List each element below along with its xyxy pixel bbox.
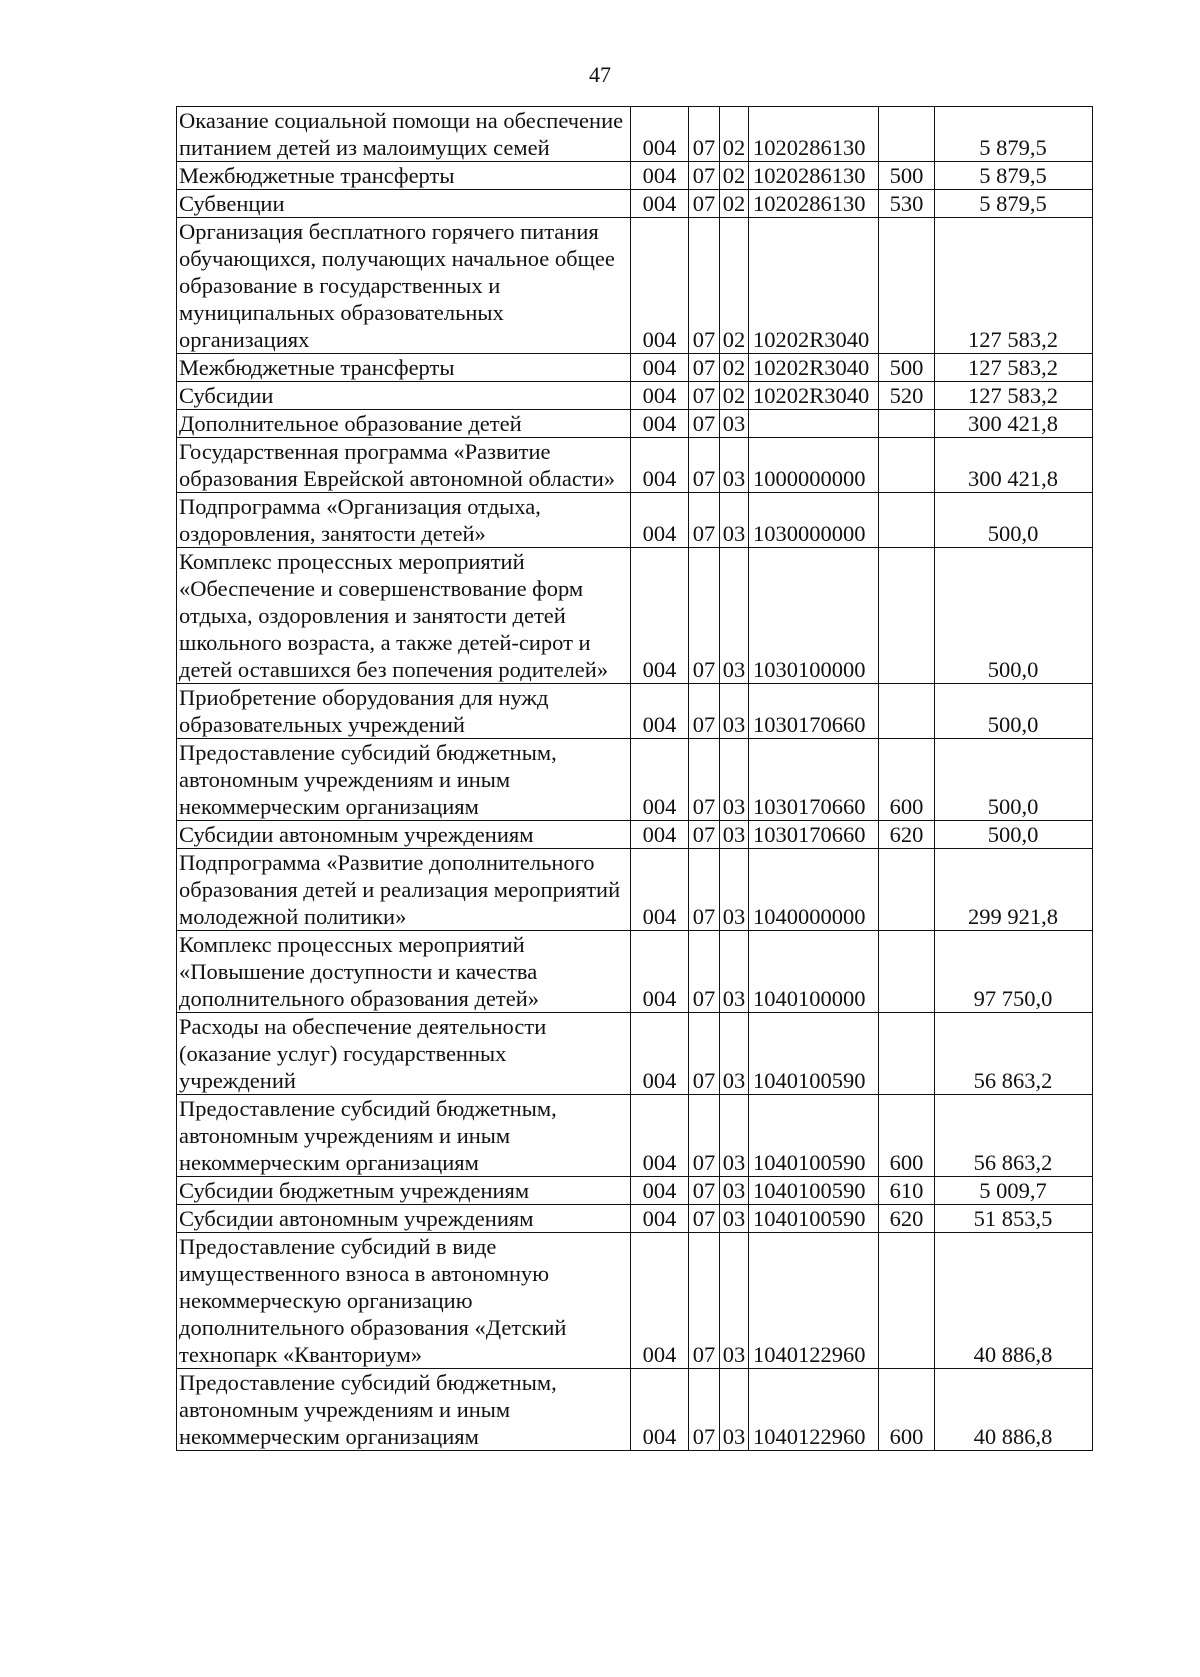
row-ministry-code-cell: 004 — [631, 1177, 689, 1205]
row-subsection-code-cell: 03 — [720, 438, 749, 493]
row-name-cell: Субсидии автономным учреждениям — [177, 1205, 631, 1233]
table-row — [177, 548, 1093, 684]
row-expense-type-cell — [879, 107, 935, 162]
table-row — [177, 1233, 1093, 1369]
row-expense-type-cell — [879, 410, 935, 438]
row-expense-type-cell — [879, 684, 935, 739]
row-target-article-cell: 1040100590 — [749, 1095, 879, 1177]
row-amount-cell: 127 583,2 — [935, 382, 1093, 410]
row-ministry-code-cell: 004 — [631, 739, 689, 821]
row-subsection-code-cell: 03 — [720, 1177, 749, 1205]
row-target-article-cell: 1040000000 — [749, 849, 879, 931]
row-expense-type-cell: 600 — [879, 1369, 935, 1451]
table-row — [177, 849, 1093, 931]
row-amount-cell: 127 583,2 — [935, 354, 1093, 382]
row-ministry-code-cell: 004 — [631, 548, 689, 684]
row-amount-cell: 500,0 — [935, 739, 1093, 821]
row-expense-type-cell — [879, 1013, 935, 1095]
row-section-code-cell: 07 — [689, 1205, 720, 1233]
row-section-code-cell: 07 — [689, 107, 720, 162]
row-name-cell: Межбюджетные трансферты — [177, 162, 631, 190]
row-expense-type-cell: 500 — [879, 354, 935, 382]
row-target-article-cell: 1030100000 — [749, 548, 879, 684]
table-row — [177, 493, 1093, 548]
row-ministry-code-cell: 004 — [631, 354, 689, 382]
row-subsection-code-cell: 03 — [720, 548, 749, 684]
row-target-article-cell: 1030170660 — [749, 684, 879, 739]
row-section-code-cell: 07 — [689, 739, 720, 821]
row-ministry-code-cell: 004 — [631, 438, 689, 493]
row-ministry-code-cell: 004 — [631, 1233, 689, 1369]
table-row — [177, 739, 1093, 821]
row-expense-type-cell: 530 — [879, 190, 935, 218]
row-amount-cell: 5 879,5 — [935, 162, 1093, 190]
row-target-article-cell: 1030000000 — [749, 493, 879, 548]
row-name-cell: Предоставление субсидий бюджетным, автономным учреждениям и иным некоммерческим организациям — [177, 1095, 631, 1177]
row-ministry-code-cell: 004 — [631, 1013, 689, 1095]
table-row — [177, 354, 1093, 382]
row-amount-cell: 127 583,2 — [935, 218, 1093, 354]
row-target-article-cell — [749, 410, 879, 438]
row-target-article-cell: 1040122960 — [749, 1369, 879, 1451]
row-expense-type-cell — [879, 493, 935, 548]
row-section-code-cell: 07 — [689, 931, 720, 1013]
row-expense-type-cell — [879, 1233, 935, 1369]
row-target-article-cell: 1030170660 — [749, 821, 879, 849]
row-expense-type-cell — [879, 548, 935, 684]
row-name-cell: Организация бесплатного горячего питания обучающихся, получающих начальное общее образование в государственных и муниципальных образовательных организациях — [177, 218, 631, 354]
table-row — [177, 821, 1093, 849]
row-expense-type-cell — [879, 218, 935, 354]
row-subsection-code-cell: 03 — [720, 849, 749, 931]
table-row — [177, 1095, 1093, 1177]
row-amount-cell: 40 886,8 — [935, 1233, 1093, 1369]
row-amount-cell: 56 863,2 — [935, 1095, 1093, 1177]
row-expense-type-cell: 620 — [879, 1205, 935, 1233]
row-section-code-cell: 07 — [689, 1369, 720, 1451]
row-target-article-cell: 1040122960 — [749, 1233, 879, 1369]
row-section-code-cell: 07 — [689, 410, 720, 438]
row-target-article-cell: 1040100000 — [749, 931, 879, 1013]
row-amount-cell: 500,0 — [935, 493, 1093, 548]
row-amount-cell: 5 879,5 — [935, 107, 1093, 162]
row-section-code-cell: 07 — [689, 1095, 720, 1177]
row-subsection-code-cell: 03 — [720, 410, 749, 438]
row-name-cell: Субсидии бюджетным учреждениям — [177, 1177, 631, 1205]
row-subsection-code-cell: 02 — [720, 382, 749, 410]
row-section-code-cell: 07 — [689, 354, 720, 382]
row-ministry-code-cell: 004 — [631, 218, 689, 354]
row-subsection-code-cell: 02 — [720, 218, 749, 354]
budget-table-body — [177, 107, 1093, 1451]
row-name-cell: Подпрограмма «Организация отдыха, оздоровления, занятости детей» — [177, 493, 631, 548]
row-subsection-code-cell: 03 — [720, 1233, 749, 1369]
row-expense-type-cell: 620 — [879, 821, 935, 849]
row-section-code-cell: 07 — [689, 821, 720, 849]
row-subsection-code-cell: 02 — [720, 162, 749, 190]
row-subsection-code-cell: 02 — [720, 107, 749, 162]
row-name-cell: Дополнительное образование детей — [177, 410, 631, 438]
table-row — [177, 218, 1093, 354]
row-section-code-cell: 07 — [689, 1233, 720, 1369]
table-row — [177, 410, 1093, 438]
row-ministry-code-cell: 004 — [631, 190, 689, 218]
row-ministry-code-cell: 004 — [631, 410, 689, 438]
row-target-article-cell: 1040100590 — [749, 1205, 879, 1233]
table-row — [177, 1177, 1093, 1205]
row-expense-type-cell: 600 — [879, 739, 935, 821]
row-name-cell: Подпрограмма «Развитие дополнительного образования детей и реализация мероприятий молодежной политики» — [177, 849, 631, 931]
row-name-cell: Субсидии автономным учреждениям — [177, 821, 631, 849]
row-expense-type-cell — [879, 849, 935, 931]
row-name-cell: Комплекс процессных мероприятий «Обеспечение и совершенствование форм отдыха, оздоровления и занятости детей школьного возраста, а также детей-сирот и детей оставшихся без попечения родителей» — [177, 548, 631, 684]
table-row — [177, 931, 1093, 1013]
row-subsection-code-cell: 03 — [720, 1205, 749, 1233]
table-row — [177, 1013, 1093, 1095]
table-row — [177, 162, 1093, 190]
row-subsection-code-cell: 02 — [720, 190, 749, 218]
row-expense-type-cell — [879, 931, 935, 1013]
row-section-code-cell: 07 — [689, 849, 720, 931]
row-ministry-code-cell: 004 — [631, 382, 689, 410]
row-amount-cell: 300 421,8 — [935, 438, 1093, 493]
row-amount-cell: 5 879,5 — [935, 190, 1093, 218]
row-section-code-cell: 07 — [689, 493, 720, 548]
row-target-article-cell: 1000000000 — [749, 438, 879, 493]
row-amount-cell: 51 853,5 — [935, 1205, 1093, 1233]
row-name-cell: Субсидии — [177, 382, 631, 410]
row-section-code-cell: 07 — [689, 190, 720, 218]
row-name-cell: Субвенции — [177, 190, 631, 218]
budget-table — [176, 106, 1093, 1451]
row-amount-cell: 40 886,8 — [935, 1369, 1093, 1451]
row-subsection-code-cell: 03 — [720, 1013, 749, 1095]
row-target-article-cell: 1020286130 — [749, 107, 879, 162]
row-target-article-cell: 1040100590 — [749, 1013, 879, 1095]
row-subsection-code-cell: 03 — [720, 1095, 749, 1177]
row-target-article-cell: 1020286130 — [749, 162, 879, 190]
table-row — [177, 684, 1093, 739]
row-ministry-code-cell: 004 — [631, 1369, 689, 1451]
row-ministry-code-cell: 004 — [631, 821, 689, 849]
row-name-cell: Межбюджетные трансферты — [177, 354, 631, 382]
row-amount-cell: 300 421,8 — [935, 410, 1093, 438]
row-amount-cell: 97 750,0 — [935, 931, 1093, 1013]
row-target-article-cell: 1040100590 — [749, 1177, 879, 1205]
row-section-code-cell: 07 — [689, 218, 720, 354]
row-subsection-code-cell: 03 — [720, 684, 749, 739]
row-expense-type-cell: 500 — [879, 162, 935, 190]
row-section-code-cell: 07 — [689, 1177, 720, 1205]
row-name-cell: Расходы на обеспечение деятельности (оказание услуг) государственных учреждений — [177, 1013, 631, 1095]
row-expense-type-cell: 520 — [879, 382, 935, 410]
row-name-cell: Приобретение оборудования для нужд образовательных учреждений — [177, 684, 631, 739]
row-name-cell: Предоставление субсидий бюджетным, автономным учреждениям и иным некоммерческим организациям — [177, 739, 631, 821]
row-subsection-code-cell: 02 — [720, 354, 749, 382]
row-name-cell: Государственная программа «Развитие образования Еврейской автономной области» — [177, 438, 631, 493]
row-section-code-cell: 07 — [689, 382, 720, 410]
row-ministry-code-cell: 004 — [631, 1095, 689, 1177]
row-subsection-code-cell: 03 — [720, 493, 749, 548]
table-row — [177, 438, 1093, 493]
table-row — [177, 107, 1093, 162]
row-subsection-code-cell: 03 — [720, 1369, 749, 1451]
row-expense-type-cell — [879, 438, 935, 493]
row-target-article-cell: 10202R3040 — [749, 218, 879, 354]
row-amount-cell: 5 009,7 — [935, 1177, 1093, 1205]
row-section-code-cell: 07 — [689, 684, 720, 739]
table-row — [177, 1205, 1093, 1233]
row-amount-cell: 299 921,8 — [935, 849, 1093, 931]
row-target-article-cell: 10202R3040 — [749, 382, 879, 410]
row-ministry-code-cell: 004 — [631, 162, 689, 190]
row-target-article-cell: 1020286130 — [749, 190, 879, 218]
row-section-code-cell: 07 — [689, 1013, 720, 1095]
row-name-cell: Предоставление субсидий в виде имущественного взноса в автономную некоммерческую организацию дополнительного образования «Детский технопарк «Кванториум» — [177, 1233, 631, 1369]
table-row — [177, 382, 1093, 410]
page-number: 47 — [589, 62, 611, 87]
row-section-code-cell: 07 — [689, 548, 720, 684]
row-ministry-code-cell: 004 — [631, 684, 689, 739]
row-name-cell: Комплекс процессных мероприятий «Повышение доступности и качества дополнительного образования детей» — [177, 931, 631, 1013]
row-ministry-code-cell: 004 — [631, 849, 689, 931]
row-target-article-cell: 10202R3040 — [749, 354, 879, 382]
row-amount-cell: 500,0 — [935, 821, 1093, 849]
row-amount-cell: 500,0 — [935, 684, 1093, 739]
row-expense-type-cell: 610 — [879, 1177, 935, 1205]
row-expense-type-cell: 600 — [879, 1095, 935, 1177]
row-ministry-code-cell: 004 — [631, 107, 689, 162]
row-ministry-code-cell: 004 — [631, 931, 689, 1013]
row-ministry-code-cell: 004 — [631, 1205, 689, 1233]
row-section-code-cell: 07 — [689, 162, 720, 190]
row-target-article-cell: 1030170660 — [749, 739, 879, 821]
row-ministry-code-cell: 004 — [631, 493, 689, 548]
row-amount-cell: 500,0 — [935, 548, 1093, 684]
row-amount-cell: 56 863,2 — [935, 1013, 1093, 1095]
row-name-cell: Предоставление субсидий бюджетным, автономным учреждениям и иным некоммерческим организациям — [177, 1369, 631, 1451]
row-name-cell: Оказание социальной помощи на обеспечение питанием детей из малоимущих семей — [177, 107, 631, 162]
table-row — [177, 190, 1093, 218]
row-section-code-cell: 07 — [689, 438, 720, 493]
row-subsection-code-cell: 03 — [720, 821, 749, 849]
table-row — [177, 1369, 1093, 1451]
row-subsection-code-cell: 03 — [720, 739, 749, 821]
row-subsection-code-cell: 03 — [720, 931, 749, 1013]
